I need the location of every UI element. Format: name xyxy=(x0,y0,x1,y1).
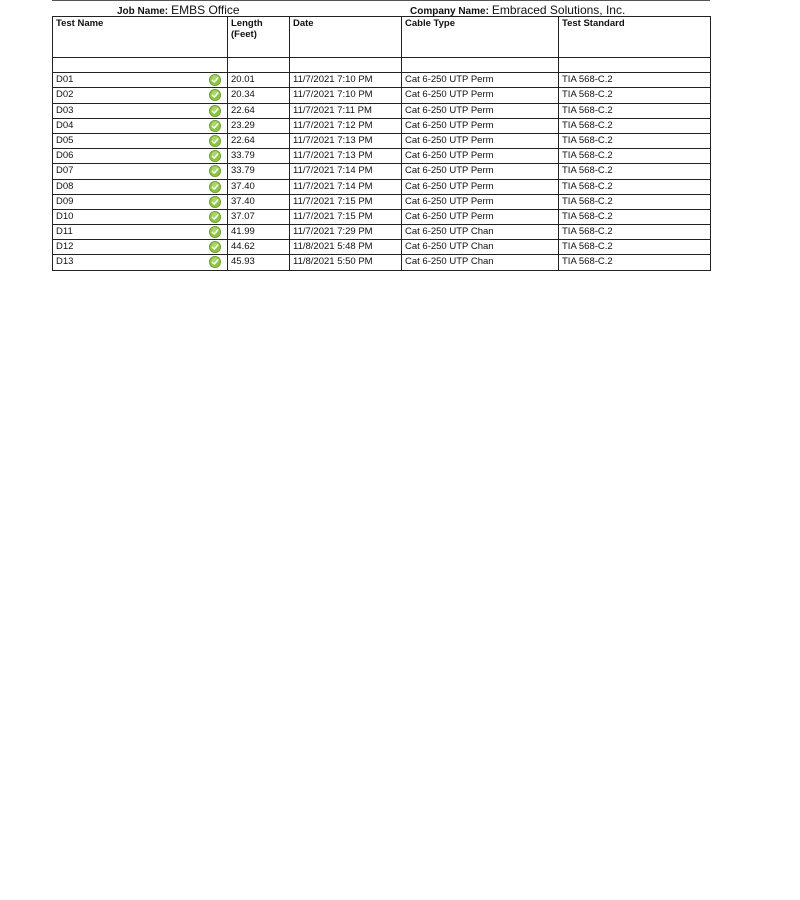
test-name: D06 xyxy=(56,150,74,162)
table-row[interactable] xyxy=(53,103,711,118)
spacer-cell xyxy=(290,58,402,73)
test-name: D02 xyxy=(56,89,74,101)
test-results-table xyxy=(52,16,711,271)
length-cell: 33.79 xyxy=(228,149,290,164)
spacer-cell xyxy=(228,58,290,73)
table-row[interactable] xyxy=(53,179,711,194)
length-cell: 20.01 xyxy=(228,73,290,88)
cable-type-cell: Cat 6-250 UTP Perm xyxy=(402,133,559,148)
pass-check-icon xyxy=(209,120,221,132)
pass-check-icon xyxy=(209,226,221,238)
spacer-cell xyxy=(53,58,228,73)
table-row[interactable] xyxy=(53,255,711,270)
length-cell: 22.64 xyxy=(228,103,290,118)
test-standard-cell: TIA 568-C.2 xyxy=(559,103,711,118)
test-standard-cell: TIA 568-C.2 xyxy=(559,179,711,194)
test-standard-cell: TIA 568-C.2 xyxy=(559,209,711,224)
cable-type-cell: Cat 6-250 UTP Perm xyxy=(402,164,559,179)
pass-check-icon xyxy=(209,181,221,193)
pass-check-icon xyxy=(209,89,221,101)
length-cell: 22.64 xyxy=(228,133,290,148)
table-row[interactable] xyxy=(53,164,711,179)
length-cell: 37.07 xyxy=(228,209,290,224)
length-cell: 37.40 xyxy=(228,179,290,194)
test-name: D01 xyxy=(56,74,74,86)
job-name-label: Job Name: xyxy=(117,6,169,17)
test-name-cell xyxy=(53,240,228,255)
date-cell: 11/7/2021 7:10 PM xyxy=(290,73,402,88)
col-cable-type: Cable Type xyxy=(402,17,559,58)
cable-type-cell: Cat 6-250 UTP Perm xyxy=(402,194,559,209)
test-name: D12 xyxy=(56,241,74,253)
test-name: D04 xyxy=(56,119,74,131)
test-name-cell xyxy=(53,225,228,240)
test-standard-cell: TIA 568-C.2 xyxy=(559,118,711,133)
table-header-row xyxy=(53,17,711,58)
length-cell: 44.62 xyxy=(228,240,290,255)
date-cell: 11/7/2021 7:14 PM xyxy=(290,179,402,194)
test-standard-cell: TIA 568-C.2 xyxy=(559,225,711,240)
test-standard-cell: TIA 568-C.2 xyxy=(559,149,711,164)
length-cell: 37.40 xyxy=(228,194,290,209)
cable-type-cell: Cat 6-250 UTP Chan xyxy=(402,255,559,270)
table-row[interactable] xyxy=(53,194,711,209)
cable-type-cell: Cat 6-250 UTP Perm xyxy=(402,103,559,118)
date-cell: 11/7/2021 7:15 PM xyxy=(290,194,402,209)
pass-check-icon xyxy=(209,165,221,177)
company-name xyxy=(410,3,625,17)
pass-check-icon xyxy=(209,196,221,208)
cable-type-cell: Cat 6-250 UTP Perm xyxy=(402,73,559,88)
top-divider xyxy=(52,0,710,1)
table-row[interactable] xyxy=(53,209,711,224)
cable-type-cell: Cat 6-250 UTP Chan xyxy=(402,240,559,255)
test-name-cell xyxy=(53,255,228,270)
test-name: D08 xyxy=(56,180,74,192)
test-name-cell xyxy=(53,209,228,224)
test-name: D05 xyxy=(56,134,74,146)
col-length-line1: Length xyxy=(231,18,263,29)
cable-type-cell: Cat 6-250 UTP Perm xyxy=(402,149,559,164)
pass-check-icon xyxy=(209,150,221,162)
spacer-cell xyxy=(559,58,711,73)
job-name-value: EMBS Office xyxy=(171,3,240,17)
test-name-cell xyxy=(53,194,228,209)
job-name xyxy=(117,3,240,17)
length-cell: 41.99 xyxy=(228,225,290,240)
test-standard-cell: TIA 568-C.2 xyxy=(559,164,711,179)
test-name: D03 xyxy=(56,104,74,116)
table-body xyxy=(53,58,711,271)
date-cell: 11/7/2021 7:12 PM xyxy=(290,118,402,133)
test-standard-cell: TIA 568-C.2 xyxy=(559,240,711,255)
test-standard-cell: TIA 568-C.2 xyxy=(559,88,711,103)
header-spacer-row xyxy=(53,58,711,73)
test-standard-cell: TIA 568-C.2 xyxy=(559,194,711,209)
pass-check-icon xyxy=(209,135,221,147)
cable-type-cell: Cat 6-250 UTP Perm xyxy=(402,88,559,103)
pass-check-icon xyxy=(209,241,221,253)
test-name: D13 xyxy=(56,256,74,268)
test-name-cell xyxy=(53,88,228,103)
table-row[interactable] xyxy=(53,240,711,255)
col-length-line2: (Feet) xyxy=(231,29,257,40)
date-cell: 11/7/2021 7:11 PM xyxy=(290,103,402,118)
report-header xyxy=(0,3,800,17)
table-row[interactable] xyxy=(53,73,711,88)
test-name-cell xyxy=(53,118,228,133)
pass-check-icon xyxy=(209,256,221,268)
test-standard-cell: TIA 568-C.2 xyxy=(559,73,711,88)
table-row[interactable] xyxy=(53,225,711,240)
pass-check-icon xyxy=(209,105,221,117)
pass-check-icon xyxy=(209,211,221,223)
test-name-cell xyxy=(53,164,228,179)
length-cell: 20.34 xyxy=(228,88,290,103)
test-standard-cell: TIA 568-C.2 xyxy=(559,133,711,148)
date-cell: 11/7/2021 7:13 PM xyxy=(290,149,402,164)
col-date: Date xyxy=(290,17,402,58)
table-row[interactable] xyxy=(53,88,711,103)
col-length xyxy=(228,17,290,58)
pass-check-icon xyxy=(209,74,221,86)
test-name-cell xyxy=(53,179,228,194)
cable-type-cell: Cat 6-250 UTP Perm xyxy=(402,118,559,133)
length-cell: 33.79 xyxy=(228,164,290,179)
date-cell: 11/7/2021 7:29 PM xyxy=(290,225,402,240)
test-name: D10 xyxy=(56,210,74,222)
test-name-cell xyxy=(53,149,228,164)
date-cell: 11/8/2021 5:48 PM xyxy=(290,240,402,255)
date-cell: 11/7/2021 7:10 PM xyxy=(290,88,402,103)
table-row[interactable] xyxy=(53,118,711,133)
test-name: D09 xyxy=(56,195,74,207)
test-name-cell xyxy=(53,73,228,88)
table-row[interactable] xyxy=(53,149,711,164)
test-name: D11 xyxy=(56,226,73,238)
spacer-cell xyxy=(402,58,559,73)
company-name-value: Embraced Solutions, Inc. xyxy=(491,3,626,17)
table-row[interactable] xyxy=(53,133,711,148)
company-name-label: Company Name: xyxy=(410,6,489,17)
date-cell: 11/7/2021 7:14 PM xyxy=(290,164,402,179)
cable-type-cell: Cat 6-250 UTP Perm xyxy=(402,179,559,194)
date-cell: 11/8/2021 5:50 PM xyxy=(290,255,402,270)
test-name: D07 xyxy=(56,165,74,177)
col-test-name: Test Name xyxy=(53,17,228,58)
col-test-standard: Test Standard xyxy=(559,17,711,58)
length-cell: 23.29 xyxy=(228,118,290,133)
date-cell: 11/7/2021 7:15 PM xyxy=(290,209,402,224)
cable-type-cell: Cat 6-250 UTP Perm xyxy=(402,209,559,224)
test-standard-cell: TIA 568-C.2 xyxy=(559,255,711,270)
date-cell: 11/7/2021 7:13 PM xyxy=(290,133,402,148)
cable-type-cell: Cat 6-250 UTP Chan xyxy=(402,225,559,240)
test-name-cell xyxy=(53,103,228,118)
test-name-cell xyxy=(53,133,228,148)
length-cell: 45.93 xyxy=(228,255,290,270)
